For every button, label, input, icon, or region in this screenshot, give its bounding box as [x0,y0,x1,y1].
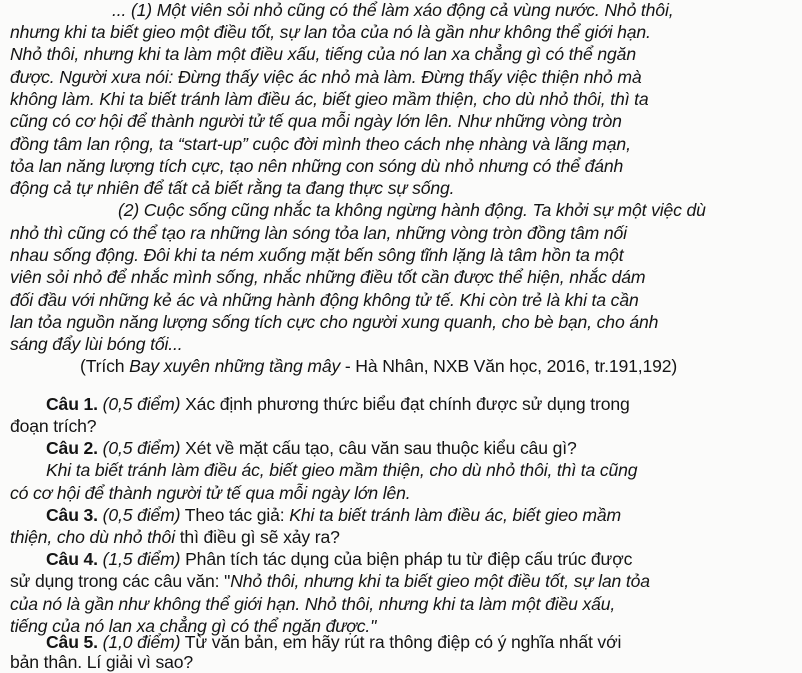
question-1-label: Câu 1. [46,394,98,414]
question-2-quote: Khi ta biết tránh làm điều ác, biết gieo mầm thiện, cho dù nhỏ thôi, thì ta cũng [46,460,638,480]
passage-line: đối đầu với những kẻ ác và những hành động không tử tế. Khi còn trẻ là khi ta cần [10,290,639,310]
passage-line: nhưng khi ta biết gieo một điều tốt, sự lan tỏa của nó là gần như không thể giới hạn. [10,22,651,42]
question-4-points: (1,5 điểm) [102,549,181,569]
passage-line: động cả tự nhiên để tất cả biết rằng ta đang thực sự sống. [10,178,455,198]
question-3-cont [10,526,802,548]
question-5 [46,631,802,653]
passage-line: viên sỏi nhỏ để nhắc mình sống, nhắc những điều tốt cần được thể hiện, nhắc dám [10,267,646,287]
question-3-label: Câu 3. [46,505,98,525]
passage-line: nhau sống động. Đôi khi ta ném xuống mặt bến sông tĩnh lặng là tâm hồn ta một [10,245,624,265]
passage-line: đồng tâm lan rộng, ta “start-up” cuộc đời mình theo cách nhẹ nhàng và lãng mạn, [10,134,631,154]
passage-line: cũng có cơ hội để thành người tử tế qua mỗi ngày lớn lên. Như những vòng tròn [10,111,622,131]
question-1-points: (0,5 điểm) [102,394,181,414]
question-3-text-cont: thì điều gì sẽ xảy ra? [174,527,340,547]
question-1 [46,393,802,415]
question-3 [46,504,802,526]
passage-line: (2) Cuộc sống cũng nhắc ta không ngừng hành động. Ta khởi sự một việc dù [118,200,706,220]
question-1-text: Xác định phương thức biểu đạt chính được sử dụng trong [180,394,630,414]
question-2-text: Xét về mặt cấu tạo, câu văn sau thuộc kiểu câu gì? [180,438,577,458]
passage-line: không làm. Khi ta biết tránh làm điều ác, biết gieo mầm thiện, cho dù nhỏ thôi, thì ta [10,89,649,109]
passage-line: lan tỏa nguồn năng lượng sống tích cực cho người xung quanh, cho bè bạn, cho ánh [10,312,659,332]
question-4 [46,548,802,570]
question-5-text: Từ văn bản, em hãy rút ra thông điệp có ý nghĩa nhất với [180,632,622,652]
question-4-cont [10,570,802,592]
question-4-text-cont: sử dụng trong các câu văn: " [10,571,231,591]
citation-title: Bay xuyên những tầng mây [129,356,341,376]
question-3-quote: Khi ta biết tránh làm điều ác, biết gieo mầm [289,505,622,525]
question-2-label: Câu 2. [46,438,98,458]
passage-line: sáng đẩy lùi bóng tối... [10,334,183,354]
passage-line: được. Người xưa nói: Đừng thấy việc ác nhỏ mà làm. Đừng thấy việc thiện nhỏ mà [10,67,642,87]
question-2 [46,437,802,459]
passage-line: Nhỏ thôi, nhưng khi ta làm một điều xấu, tiếng của nó lan xa chẳng gì có thể ngăn [10,44,636,64]
passage-line: ... (1) Một viên sỏi nhỏ cũng có thể làm xáo động cả vùng nước. Nhỏ thôi, [112,0,674,20]
question-3-quote-cont: thiện, cho dù nhỏ thôi [10,527,175,547]
question-4-quote: Nhỏ thôi, nhưng khi ta biết gieo một điều tốt, sự lan tỏa [230,571,650,591]
question-5-points: (1,0 điểm) [102,632,181,652]
question-3-points: (0,5 điểm) [102,505,181,525]
citation-open: (Trích [80,356,130,376]
passage-line: nhỏ thì cũng có thể tạo ra những làn sóng tỏa lan, những vòng tròn đồng tâm nối [10,223,627,243]
citation-source: - Hà Nhân, NXB Văn học, 2016, tr.191,192) [340,356,678,376]
question-4-quote-cont: của nó là gần như không thể giới hạn. Nhỏ thôi, nhưng khi ta làm một điều xấu, [10,594,616,614]
question-5-text-cont: bản thân. Lí giải vì sao? [10,652,194,672]
question-1-text-cont: đoạn trích? [10,416,97,436]
question-2-points: (0,5 điểm) [102,438,181,458]
question-2-quote-cont: có cơ hội để thành người tử tế qua mỗi ngày lớn lên. [10,483,411,503]
passage-line: tỏa lan năng lượng tích cực, tạo nên những con sóng dù nhỏ nhưng có thể đánh [10,156,624,176]
citation [80,355,802,377]
question-5-label: Câu 5. [46,632,98,652]
question-3-text: Theo tác giả: [180,505,290,525]
question-4-label: Câu 4. [46,549,98,569]
question-4-quote-end: tiếng của nó lan xa chẳng gì có thể ngăn được." [10,616,377,636]
question-4-text: Phân tích tác dụng của biện pháp tu từ điệp cấu trúc được [180,549,633,569]
